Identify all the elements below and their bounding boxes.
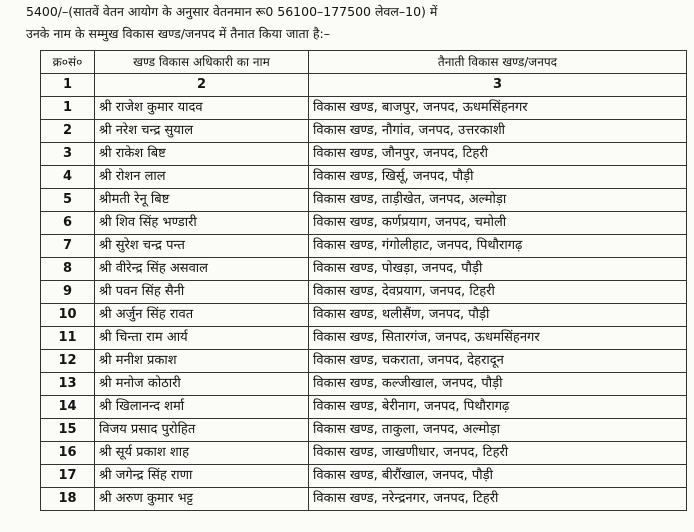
table-row [41, 212, 687, 235]
posting-cell: विकास खण्ड, सितारगंज, जनपद, ऊधमसिंहनगर [309, 327, 687, 350]
serial-no-cell: 2 [41, 120, 95, 143]
officer-name-cell: श्री खिलानन्द शर्मा [95, 396, 309, 419]
officer-name-cell: श्री अरुण कुमार भट्ट [95, 488, 309, 511]
posting-cell: विकास खण्ड, नौगांव, जनपद, उत्तरकाशी [309, 120, 687, 143]
officer-name-cell: श्री मनीश प्रकाश [95, 350, 309, 373]
officer-name-cell: श्री वीरेन्द्र सिंह असवाल [95, 258, 309, 281]
table-row [41, 465, 687, 488]
serial-no-cell: 4 [41, 166, 95, 189]
table-row [41, 488, 687, 511]
serial-no-cell: 5 [41, 189, 95, 212]
column-number-row [41, 74, 687, 97]
officer-name-cell: श्री सुरेश चन्द्र पन्त [95, 235, 309, 258]
table-row [41, 327, 687, 350]
serial-no-cell: 16 [41, 442, 95, 465]
table-row [41, 419, 687, 442]
posting-cell: विकास खण्ड, गंगोलीहाट, जनपद, पिथौरागढ़ [309, 235, 687, 258]
posting-cell: विकास खण्ड, कल्जीखाल, जनपद, पौड़ी [309, 373, 687, 396]
serial-no-cell: 6 [41, 212, 95, 235]
officer-name-cell: श्री राकेश बिष्ट [95, 143, 309, 166]
posting-cell: विकास खण्ड, देवप्रयाग, जनपद, टिहरी [309, 281, 687, 304]
posting-cell: विकास खण्ड, नरेन्द्रनगर, जनपद, टिहरी [309, 488, 687, 511]
posting-cell: विकास खण्ड, ताकुला, जनपद, अल्मोड़ा [309, 419, 687, 442]
serial-no-cell: 10 [41, 304, 95, 327]
officer-name-cell: श्री नरेश चन्द्र सुयाल [95, 120, 309, 143]
posting-cell: विकास खण्ड, कर्णप्रयाग, जनपद, चमोली [309, 212, 687, 235]
officer-name-cell: श्री रोशन लाल [95, 166, 309, 189]
serial-no-cell: 7 [41, 235, 95, 258]
officer-name-cell: विजय प्रसाद पुरोहित [95, 419, 309, 442]
column-number-1: 1 [41, 74, 95, 97]
officer-name-cell: श्री अर्जुन सिंह रावत [95, 304, 309, 327]
posting-cell: विकास खण्ड, थलीसैंण, जनपद, पौड़ी [309, 304, 687, 327]
posting-cell: विकास खण्ड, बाजपुर, जनपद, ऊधमसिंहनगर [309, 97, 687, 120]
posting-table [40, 50, 687, 511]
intro-line-1: 5400/–(सातवें वेतन आयोग के अनुसार वेतनमान रू0 56100–177500 लेवल–10) में [26, 4, 438, 19]
table-row [41, 373, 687, 396]
serial-no-cell: 17 [41, 465, 95, 488]
posting-cell: विकास खण्ड, बेरीनाग, जनपद, पिथौरागढ़ [309, 396, 687, 419]
serial-no-cell: 9 [41, 281, 95, 304]
officer-name-cell: श्री पवन सिंह सैनी [95, 281, 309, 304]
officer-name-cell: श्रीमती रेनू बिष्ट [95, 189, 309, 212]
table-row [41, 166, 687, 189]
serial-no-cell: 1 [41, 97, 95, 120]
table-row [41, 97, 687, 120]
table-row [41, 304, 687, 327]
officer-name-cell: श्री चिन्ता राम आर्य [95, 327, 309, 350]
posting-cell: विकास खण्ड, चकराता, जनपद, देहरादून [309, 350, 687, 373]
column-number-3: 3 [309, 74, 687, 97]
serial-no-cell: 15 [41, 419, 95, 442]
officer-name-cell: श्री जगेन्द्र सिंह राणा [95, 465, 309, 488]
serial-no-cell: 3 [41, 143, 95, 166]
serial-no-cell: 8 [41, 258, 95, 281]
serial-no-cell: 12 [41, 350, 95, 373]
table-row [41, 143, 687, 166]
officer-name-cell: श्री शिव सिंह भण्डारी [95, 212, 309, 235]
table-row [41, 350, 687, 373]
posting-cell: विकास खण्ड, जाखणीधार, जनपद, टिहरी [309, 442, 687, 465]
column-number-2: 2 [95, 74, 309, 97]
table-row [41, 235, 687, 258]
serial-no-cell: 11 [41, 327, 95, 350]
posting-cell: विकास खण्ड, ताड़ीखेत, जनपद, अल्मोड़ा [309, 189, 687, 212]
header-serial-no: क्र०सं० [41, 51, 95, 74]
posting-cell: विकास खण्ड, बीरौंखाल, जनपद, पौड़ी [309, 465, 687, 488]
table-row [41, 189, 687, 212]
table-row [41, 258, 687, 281]
posting-cell: विकास खण्ड, खिर्सू, जनपद, पौड़ी [309, 166, 687, 189]
table-row [41, 442, 687, 465]
table-row [41, 120, 687, 143]
serial-no-cell: 13 [41, 373, 95, 396]
officer-name-cell: श्री राजेश कुमार यादव [95, 97, 309, 120]
header-officer-name: खण्ड विकास अधिकारी का नाम [95, 51, 309, 74]
posting-cell: विकास खण्ड, जौनपुर, जनपद, टिहरी [309, 143, 687, 166]
serial-no-cell: 18 [41, 488, 95, 511]
posting-cell: विकास खण्ड, पोखड़ा, जनपद, पौड़ी [309, 258, 687, 281]
table-row [41, 396, 687, 419]
header-posting-block: तैनाती विकास खण्ड/जनपद [309, 51, 687, 74]
officer-name-cell: श्री मनोज कोठारी [95, 373, 309, 396]
table-header-row [41, 51, 687, 74]
officer-name-cell: श्री सूर्य प्रकाश शाह [95, 442, 309, 465]
table-row [41, 281, 687, 304]
intro-line-2: उनके नाम के सम्मुख विकास खण्ड/जनपद में तैनात किया जाता है:– [26, 26, 330, 41]
serial-no-cell: 14 [41, 396, 95, 419]
